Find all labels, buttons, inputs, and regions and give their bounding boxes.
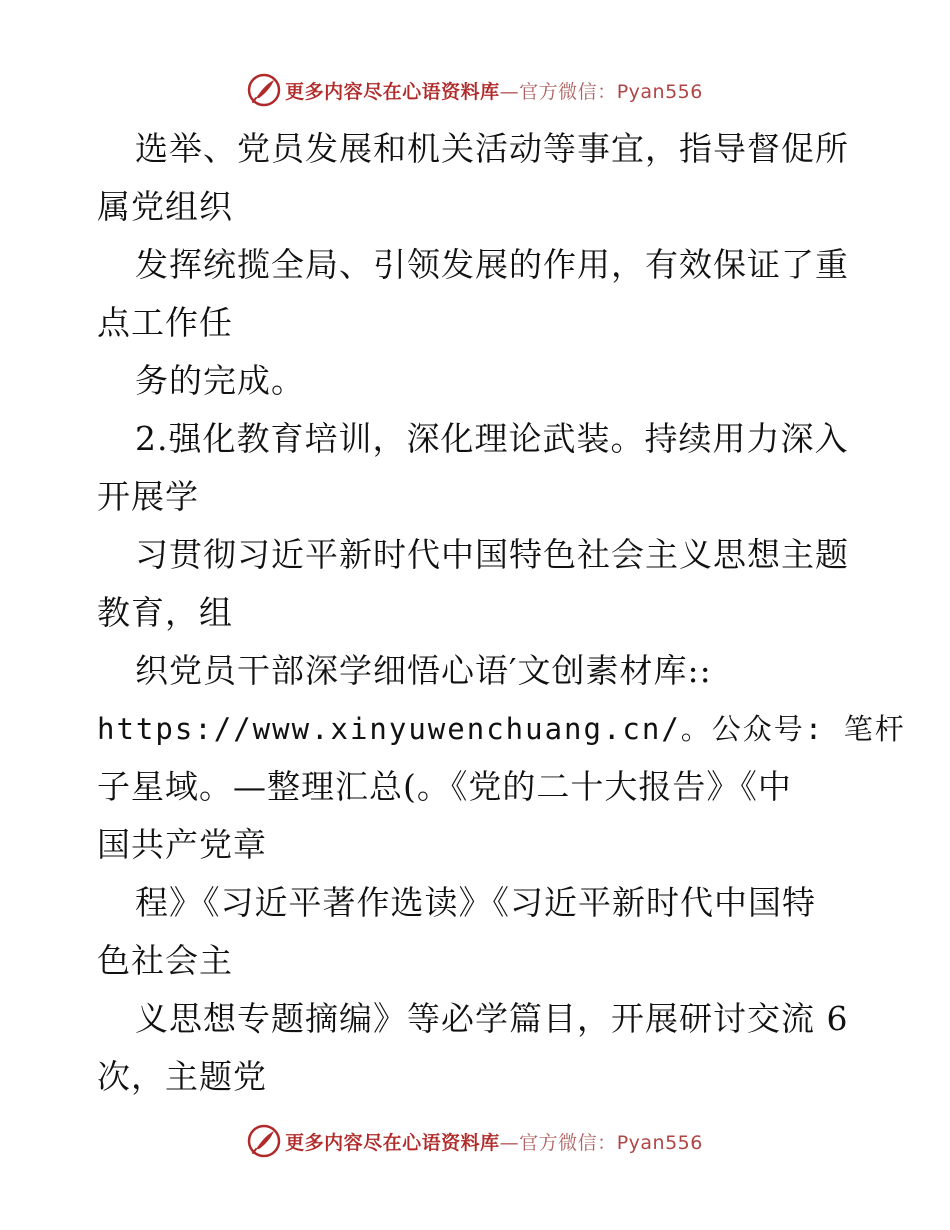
text-line: 义思想专题摘编》等必学篇目，开展研讨交流 6 xyxy=(135,999,849,1038)
text-line: 次，主题党 xyxy=(97,1057,267,1096)
document-body xyxy=(97,120,906,1106)
text-line: 织党员干部深学细悟心语′文创素材库:: xyxy=(135,651,712,690)
footer-banner xyxy=(0,1121,950,1161)
text-line: 2.强化教育培训，深化理论武装。持续用力深入 xyxy=(135,419,849,458)
text-line: 开展学 xyxy=(97,477,199,516)
banner-wechat-id: Pyan556 xyxy=(616,1131,703,1154)
text-line-url: https://www.xinyuwenchuang.cn/。公众号: 笔杆 xyxy=(97,712,906,746)
banner-main-text: 更多内容尽在心语资料库 xyxy=(285,1131,500,1154)
banner-text xyxy=(285,77,703,104)
banner-dash: — xyxy=(499,1131,520,1154)
text-line: 习贯彻习近平新时代中国特色社会主义思想主题 xyxy=(135,535,849,574)
banner-sub-text: 官方微信： xyxy=(519,80,617,103)
text-line: 国共产党章 xyxy=(97,825,267,864)
text-line: 点工作任 xyxy=(97,303,233,342)
text-line: 教育，组 xyxy=(97,593,233,632)
text-line: 色社会主 xyxy=(97,941,233,980)
text-line: 发挥统揽全局、引领发展的作用，有效保证了重 xyxy=(135,245,849,284)
quill-pen-logo-icon xyxy=(247,73,281,107)
banner-wechat-id: Pyan556 xyxy=(616,80,703,103)
text-line: 属党组织 xyxy=(97,187,233,226)
quill-pen-logo-icon xyxy=(247,1124,281,1158)
banner-main-text: 更多内容尽在心语资料库 xyxy=(285,80,500,103)
text-line: 务的完成。 xyxy=(135,361,305,400)
text-line: 程》《习近平著作选读》《习近平新时代中国特 xyxy=(135,883,816,922)
text-line: 选举、党员发展和机关活动等事宜，指导督促所 xyxy=(135,129,849,168)
banner-dash: — xyxy=(499,80,520,103)
banner-text xyxy=(285,1128,703,1155)
banner-sub-text: 官方微信： xyxy=(519,1131,617,1154)
header-banner xyxy=(0,70,950,110)
text-line: 子星域。—整理汇总(。《党的二十大报告》《中 xyxy=(97,767,792,806)
